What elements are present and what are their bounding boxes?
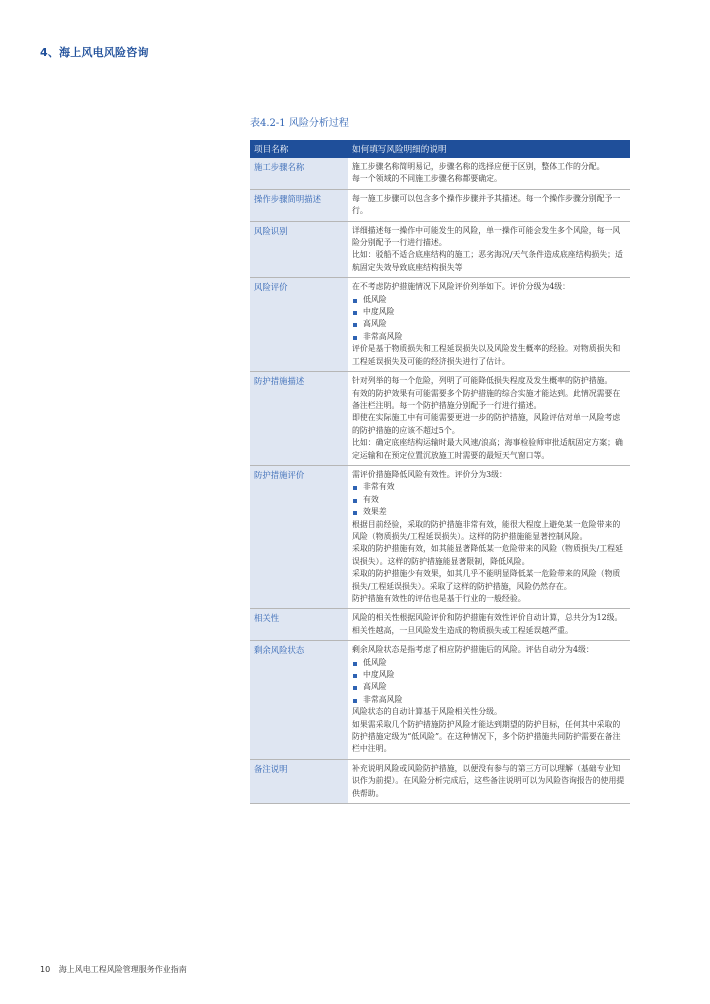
page-number: 10: [40, 965, 51, 974]
table-row: [250, 465, 630, 608]
bullet-item: 中度风险: [352, 306, 626, 318]
description-text: 风险状态的自动计算基于风险相关性分级。: [352, 707, 502, 717]
row-description: [348, 372, 630, 466]
risk-analysis-table: [250, 140, 630, 804]
table-row: [250, 609, 630, 641]
table-row: [250, 221, 630, 278]
description-text: 详细描述每一操作中可能发生的风险，单一操作可能会发生多个风险，每一风险分别配予一行进行描述。: [352, 225, 621, 248]
description-text: 即使在实际施工中有可能需要更进一步的防护措施，风险评估对单一风险考虑的防护措施的应该不超过5个。: [352, 413, 621, 435]
row-item-name: 备注说明: [250, 759, 348, 803]
bullet-item: 中度风险: [352, 669, 626, 681]
bullet-item: 低风险: [352, 294, 626, 306]
table-row: [250, 372, 630, 466]
bullet-item: 非常有效: [352, 481, 626, 493]
page-footer: [40, 964, 187, 975]
row-item-name: 防护措施描述: [250, 372, 348, 466]
section-header: 4、海上风电风险咨询: [40, 46, 149, 59]
description-text: 采取的防护措施少有效果，如其几乎不能明显降低某一危险带来的风险（物质损失/工程延误损失）。采取了这样的防护措施，风险仍然存在。: [352, 569, 621, 591]
row-description: [348, 641, 630, 760]
row-description: [348, 278, 630, 372]
description-text: 比如：确定底座结构运输时最大风速/浪高；海事检验师审批适航固定方案；确定运输和在预定位置沉放施工时需要的最短天气窗口等。: [352, 438, 623, 460]
description-text: 评价是基于物质损失和工程延误损失以及风险发生概率的经验。对物质损失和工程延误损失及可能的经济损失进行了估计。: [352, 344, 621, 366]
bullet-item: 非常高风险: [352, 694, 626, 706]
table-body: [250, 158, 630, 804]
row-item-name: 风险识别: [250, 221, 348, 278]
description-text: 采取的防护措施有效，如其能显著降低某一危险带来的风险（物质损失/工程延误损失）。这样的防护措施能显著限制，降低风险。: [352, 544, 623, 566]
row-description: [348, 221, 630, 278]
row-item-name: 剩余风险状态: [250, 641, 348, 760]
table-row: [250, 189, 630, 221]
row-description: [348, 189, 630, 221]
column-header-description: 如何填写风险明细的说明: [348, 140, 630, 158]
description-text: 补充说明风险或风险防护措施，以便没有参与的第三方可以理解（基础专业知识作为前提）。在风险分析完成后，这些备注说明可以为风险咨询报告的使用提供帮助。: [352, 763, 625, 798]
bullet-item: 高风险: [352, 318, 626, 330]
description-text: 在不考虑防护措施情况下风险评价列举如下。评价分级为4级：: [352, 282, 571, 292]
row-item-name: 风险评价: [250, 278, 348, 372]
table-row: [250, 158, 630, 189]
bullet-item: 低风险: [352, 657, 626, 669]
bullet-item: 非常高风险: [352, 331, 626, 343]
description-text: 风险的相关性根据风险评价和防护措施有效性评价自动计算，总共分为12级。相关性越高，一旦风险发生造成的物质损失或工程延误越严重。: [352, 613, 623, 635]
row-description: [348, 759, 630, 803]
description-text: 如果需采取几个防护措施防护风险才能达到期望的防护目标，任何其中采取的防护措施定级为“低风险”。在这种情况下，多个防护措施共同防护需要在备注栏中注明。: [352, 719, 621, 754]
description-text: 每一施工步骤可以包含多个操作步骤并予其描述。每一个操作步骤分别配予一行。: [352, 193, 621, 216]
row-item-name: 操作步骤简明描述: [250, 189, 348, 221]
row-description: [348, 465, 630, 608]
description-text: 每一个领域的不同施工步骤名称都要确定。: [352, 174, 502, 184]
description-text: 防护措施有效性的评估也是基于行业的一般经验。: [352, 594, 526, 603]
bullet-item: 有效: [352, 494, 626, 506]
table-row: [250, 278, 630, 372]
table-row: [250, 641, 630, 760]
table-row: [250, 759, 630, 803]
document-title: 海上风电工程风险管理服务作业指南: [58, 965, 187, 974]
description-text: 剩余风险状态是指考虑了相应防护措施后的风险。评估自动分为4级：: [352, 645, 594, 655]
row-item-name: 防护措施评价: [250, 465, 348, 608]
column-header-item-name: 项目名称: [250, 140, 348, 158]
description-text: 有效的防护效果有可能需要多个防护措施的综合实施才能达到。此情况需要在备注栏注明。每一个防护措施分别配予一行进行描述。: [352, 388, 621, 410]
table-caption: 表4.2-1 风险分析过程: [250, 118, 349, 129]
description-text: 需评价措施降低风险有效性。评价分为3级：: [352, 469, 507, 479]
bullet-item: 高风险: [352, 681, 626, 693]
description-text: 施工步骤名称简明易记，步骤名称的选择应便于区别，整体工作的分配。: [352, 162, 605, 171]
description-text: 针对列举的每一个危险，列明了可能降低损失程度及发生概率的防护措施。: [352, 376, 613, 386]
description-text: 比如：驳船不适合底座结构的施工；恶劣海况/天气条件造成底座结构损失；适航固定失效导致底座结构损失等: [352, 250, 623, 272]
row-item-name: 相关性: [250, 609, 348, 641]
bullet-item: 效果差: [352, 506, 626, 518]
description-text: 根据目前经验，采取的防护措施非常有效，能很大程度上避免某一危险带来的风险（物质损失/工程延误损失）。这样的防护措施能显著控制风险。: [352, 519, 621, 541]
table-header-row: [250, 140, 630, 158]
row-description: [348, 609, 630, 641]
row-description: [348, 158, 630, 189]
row-item-name: 施工步骤名称: [250, 158, 348, 189]
